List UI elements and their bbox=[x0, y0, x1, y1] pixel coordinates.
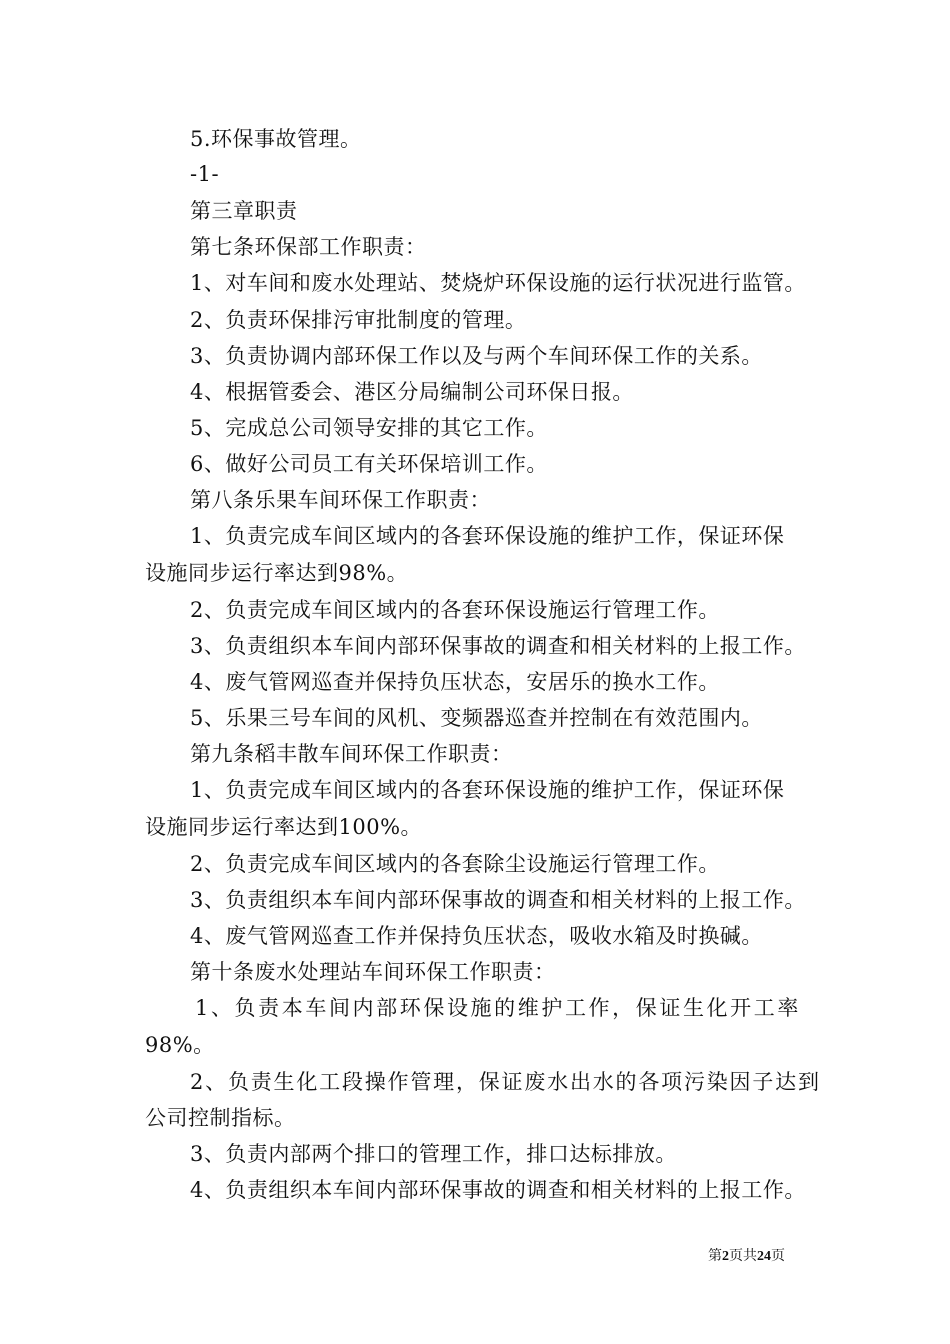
paragraph-line: 设施同步运行率达到100%。 bbox=[145, 815, 423, 839]
paragraph-line: 1、负责完成车间区域内的各套环保设施的维护工作，保证环保 bbox=[190, 778, 785, 802]
paragraph-line: 6、做好公司员工有关环保培训工作。 bbox=[190, 452, 548, 476]
article-heading: 第十条废水处理站车间环保工作职责： bbox=[190, 960, 556, 984]
page-number-footer bbox=[708, 1247, 785, 1266]
paragraph-line: 4、根据管委会、港区分局编制公司环保日报。 bbox=[190, 380, 634, 404]
paragraph-line: 4、废气管网巡查并保持负压状态，安居乐的换水工作。 bbox=[190, 670, 720, 694]
paragraph-line: 2、负责完成车间区域内的各套环保设施运行管理工作。 bbox=[190, 598, 720, 622]
paragraph-line: 98%。 bbox=[145, 1033, 215, 1057]
page-prefix: 第 bbox=[708, 1248, 722, 1264]
page-middle: 页共 bbox=[729, 1248, 757, 1264]
paragraph-line: 3、负责组织本车间内部环保事故的调查和相关材料的上报工作。 bbox=[190, 634, 806, 658]
paragraph-line: 3、负责组织本车间内部环保事故的调查和相关材料的上报工作。 bbox=[190, 888, 806, 912]
paragraph-line: 1、负责完成车间区域内的各套环保设施的维护工作，保证环保 bbox=[190, 524, 785, 548]
article-heading: 第七条环保部工作职责： bbox=[190, 235, 427, 259]
paragraph-line: 5、完成总公司领导安排的其它工作。 bbox=[190, 416, 548, 440]
paragraph-line: 3、负责协调内部环保工作以及与两个车间环保工作的关系。 bbox=[190, 344, 763, 368]
page-suffix: 页 bbox=[771, 1248, 785, 1264]
paragraph-line: 公司控制指标。 bbox=[145, 1106, 296, 1130]
article-heading: 第九条稻丰散车间环保工作职责： bbox=[190, 742, 513, 766]
paragraph-line: 2、负责生化工段操作管理，保证废水出水的各项污染因子达到 bbox=[190, 1070, 821, 1094]
paragraph-line: 设施同步运行率达到98%。 bbox=[145, 561, 409, 585]
chapter-heading: 第三章职责 bbox=[190, 199, 298, 223]
paragraph-line: 2、负责环保排污审批制度的管理。 bbox=[190, 308, 527, 332]
paragraph-line: 5、乐果三号车间的风机、变频器巡查并控制在有效范围内。 bbox=[190, 706, 763, 730]
paragraph-line: 5.环保事故管理。 bbox=[190, 127, 362, 151]
paragraph-line: 4、废气管网巡查工作并保持负压状态，吸收水箱及时换碱。 bbox=[190, 924, 763, 948]
paragraph-line: 1、对车间和废水处理站、焚烧炉环保设施的运行状况进行监管。 bbox=[190, 271, 806, 295]
current-page-number: 2 bbox=[722, 1249, 729, 1264]
article-heading: 第八条乐果车间环保工作职责： bbox=[190, 488, 491, 512]
total-page-count: 24 bbox=[757, 1249, 771, 1264]
paragraph-line: 2、负责完成车间区域内的各套除尘设施运行管理工作。 bbox=[190, 852, 720, 876]
page-marker: -1- bbox=[190, 162, 220, 186]
paragraph-line: 1、负责本车间内部环保设施的维护工作，保证生化开工率 bbox=[195, 996, 801, 1020]
paragraph-line: 4、负责组织本车间内部环保事故的调查和相关材料的上报工作。 bbox=[190, 1178, 806, 1202]
paragraph-line: 3、负责内部两个排口的管理工作，排口达标排放。 bbox=[190, 1142, 677, 1166]
